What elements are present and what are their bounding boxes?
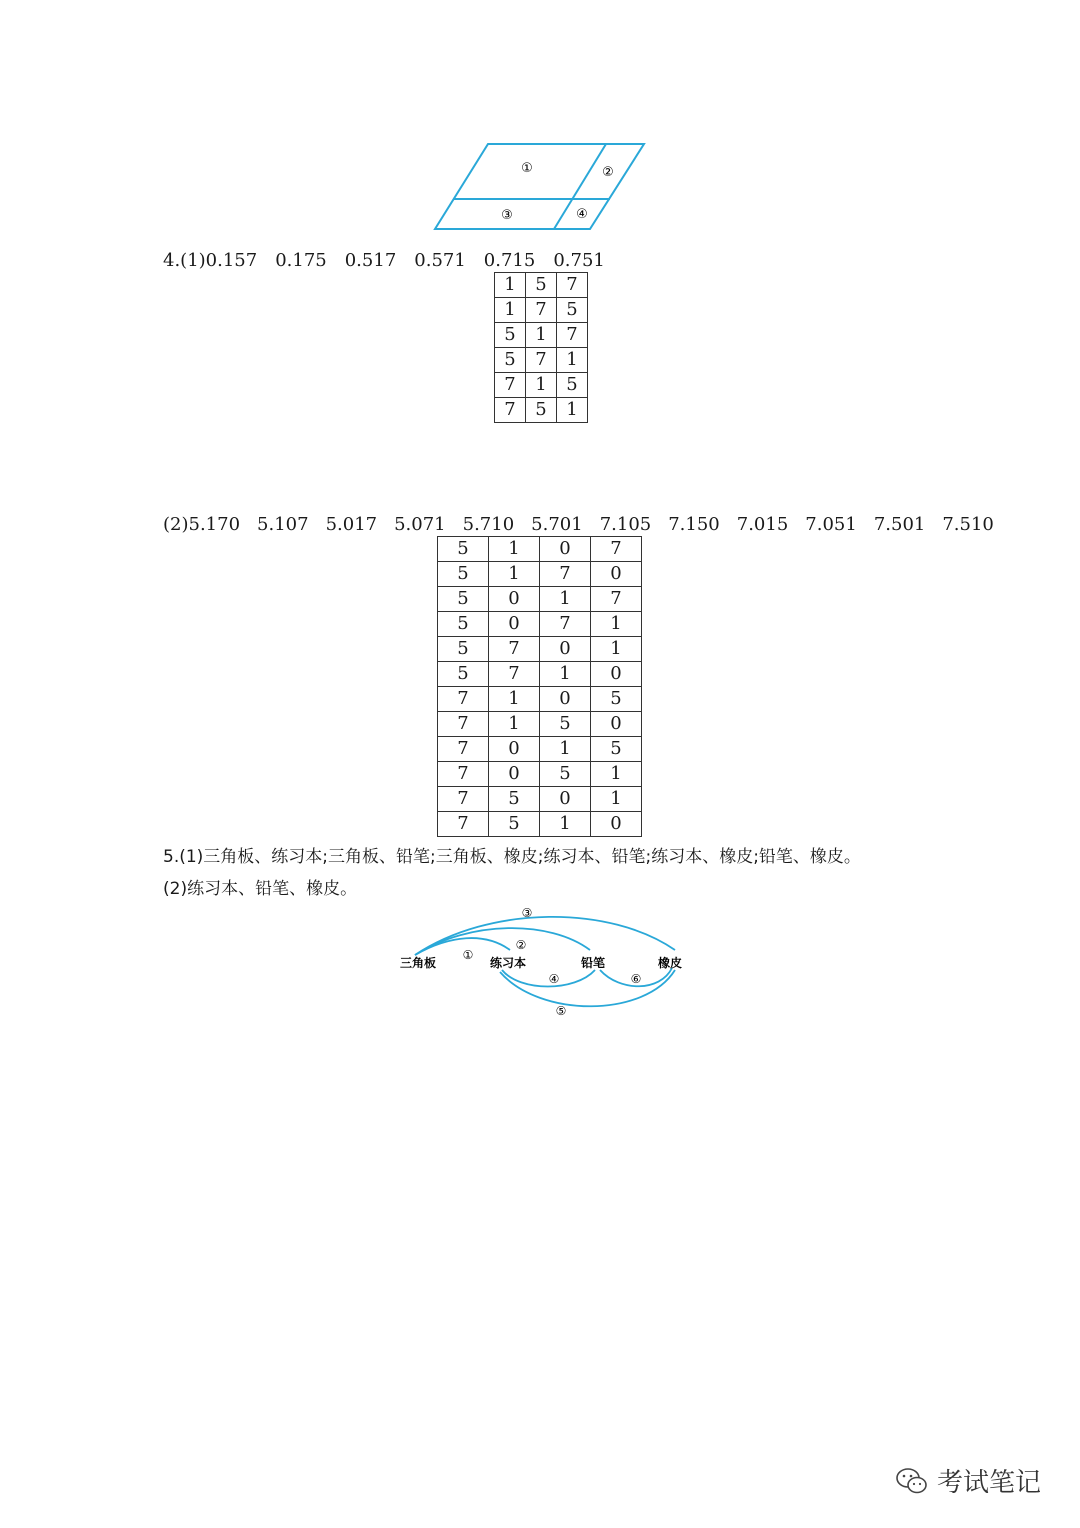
table-cell: 0 <box>540 787 591 812</box>
arc-label: ① <box>462 948 474 962</box>
q4-part2-value: 5.071 <box>394 514 446 535</box>
table-cell: 1 <box>526 323 557 348</box>
q4-part1-line <box>163 250 605 271</box>
q4-part1-value: 0.715 <box>483 250 536 271</box>
table-row <box>438 762 642 787</box>
table-cell: 5 <box>438 637 489 662</box>
table-cell: 0 <box>540 687 591 712</box>
node-label: 练习本 <box>489 956 527 970</box>
table-cell: 5 <box>438 562 489 587</box>
pairing-diagram <box>390 900 700 1025</box>
table-cell: 7 <box>438 787 489 812</box>
table-cell: 5 <box>489 787 540 812</box>
table-cell: 0 <box>489 762 540 787</box>
table-cell: 5 <box>540 712 591 737</box>
table-row <box>438 712 642 737</box>
table-cell: 5 <box>495 348 526 373</box>
table-cell: 5 <box>438 612 489 637</box>
wechat-icon <box>895 1466 929 1496</box>
table-cell: 5 <box>489 812 540 837</box>
table-row <box>438 587 642 612</box>
table-cell: 0 <box>540 637 591 662</box>
arc-label: ⑥ <box>630 972 642 986</box>
table-cell: 1 <box>591 637 642 662</box>
table-row <box>438 737 642 762</box>
table-cell: 7 <box>540 612 591 637</box>
q4-part1-prefix: 4.(1) <box>163 250 206 271</box>
q5-line1: 5.(1)三角板、练习本;三角板、铅笔;三角板、橡皮;练习本、铅笔;练习本、橡皮;铅笔、橡皮。 <box>163 847 861 867</box>
table-cell: 1 <box>591 787 642 812</box>
q4-part2-value: 5.701 <box>531 514 583 535</box>
q4-part2-value: 7.015 <box>736 514 789 535</box>
table-cell: 1 <box>540 812 591 837</box>
q4-part2-value: 5.170 <box>188 514 241 535</box>
table-cell: 1 <box>489 537 540 562</box>
table-cell: 7 <box>557 273 588 298</box>
q4-part2-value: 7.501 <box>873 514 926 535</box>
q4-part2-value: 5.710 <box>462 514 515 535</box>
table-cell: 1 <box>489 712 540 737</box>
q4-part1-value: 0.175 <box>275 250 327 271</box>
table-cell: 1 <box>526 373 557 398</box>
table-cell: 1 <box>557 398 588 423</box>
table-row <box>495 323 588 348</box>
table-cell: 5 <box>526 273 557 298</box>
table-cell: 0 <box>591 812 642 837</box>
table-cell: 1 <box>495 273 526 298</box>
table-cell: 7 <box>557 323 588 348</box>
q5-line2: (2)练习本、铅笔、橡皮。 <box>163 879 358 899</box>
region-1-label: ① <box>521 161 533 176</box>
table-row <box>495 298 588 323</box>
node-label: 橡皮 <box>657 956 683 970</box>
table-cell: 5 <box>557 298 588 323</box>
table-cell: 7 <box>438 712 489 737</box>
table-cell: 7 <box>495 398 526 423</box>
table-row <box>495 398 588 423</box>
q4-part2-value: 7.105 <box>599 514 652 535</box>
region-2-label: ② <box>602 165 614 180</box>
table-cell: 0 <box>489 587 540 612</box>
table-cell: 0 <box>540 537 591 562</box>
table-cell: 7 <box>489 637 540 662</box>
q4-part1-value: 0.571 <box>414 250 466 271</box>
table-row <box>438 537 642 562</box>
table-cell: 0 <box>591 562 642 587</box>
node-label: 铅笔 <box>580 956 606 970</box>
q4-part2-line <box>163 514 994 535</box>
table-cell: 1 <box>557 348 588 373</box>
table-row <box>495 373 588 398</box>
table-cell: 7 <box>438 762 489 787</box>
region-4-label: ④ <box>576 207 588 222</box>
q4-part2-value: 5.107 <box>257 514 309 535</box>
table-row <box>438 612 642 637</box>
q4-part2-value: 7.150 <box>668 514 720 535</box>
table-cell: 5 <box>495 323 526 348</box>
table-cell: 7 <box>591 537 642 562</box>
table-row <box>438 662 642 687</box>
table-cell: 0 <box>489 612 540 637</box>
table-cell: 5 <box>557 373 588 398</box>
arc-label: ⑤ <box>555 1004 567 1018</box>
table-cell: 5 <box>438 537 489 562</box>
table-cell: 7 <box>438 812 489 837</box>
q4-part2-prefix: (2) <box>163 514 189 535</box>
table-cell: 1 <box>591 762 642 787</box>
q4-part1-value: 0.751 <box>553 250 605 271</box>
table-cell: 1 <box>489 562 540 587</box>
watermark <box>895 1462 1041 1499</box>
table-row <box>438 787 642 812</box>
table-cell: 5 <box>591 737 642 762</box>
digit-table-4col <box>437 536 642 837</box>
table-cell: 7 <box>540 562 591 587</box>
table-row <box>495 348 588 373</box>
table-cell: 1 <box>591 612 642 637</box>
table-cell: 1 <box>540 737 591 762</box>
q4-part1-value: 0.157 <box>205 250 258 271</box>
table-cell: 1 <box>495 298 526 323</box>
table-cell: 7 <box>438 737 489 762</box>
watermark-text: 考试笔记 <box>937 1468 1042 1498</box>
table-cell: 0 <box>591 662 642 687</box>
table-cell: 1 <box>540 587 591 612</box>
table-cell: 7 <box>438 687 489 712</box>
table-cell: 0 <box>489 737 540 762</box>
table-cell: 7 <box>489 662 540 687</box>
parallelogram-figure <box>420 135 660 240</box>
table-row <box>438 687 642 712</box>
q4-part2-value: 7.051 <box>805 514 857 535</box>
q4-part2-value: 7.510 <box>942 514 994 535</box>
digit-table-3col <box>494 272 588 423</box>
table-cell: 7 <box>495 373 526 398</box>
table-row <box>438 562 642 587</box>
q4-part1-value: 0.517 <box>344 250 397 271</box>
region-3-label: ③ <box>501 208 513 223</box>
table-cell: 5 <box>526 398 557 423</box>
table-cell: 5 <box>438 587 489 612</box>
table-cell: 0 <box>591 712 642 737</box>
table-cell: 7 <box>526 348 557 373</box>
table-cell: 1 <box>489 687 540 712</box>
table-cell: 1 <box>540 662 591 687</box>
table-cell: 7 <box>526 298 557 323</box>
table-cell: 7 <box>591 587 642 612</box>
table-cell: 5 <box>591 687 642 712</box>
arc-label: ③ <box>521 906 533 920</box>
table-row <box>438 812 642 837</box>
table-row <box>438 637 642 662</box>
table-cell: 5 <box>438 662 489 687</box>
arc-label: ② <box>515 938 527 952</box>
q4-part2-value: 5.017 <box>325 514 378 535</box>
node-label: 三角板 <box>399 956 437 970</box>
arc-label: ④ <box>548 972 560 986</box>
table-row <box>495 273 588 298</box>
table-cell: 5 <box>540 762 591 787</box>
